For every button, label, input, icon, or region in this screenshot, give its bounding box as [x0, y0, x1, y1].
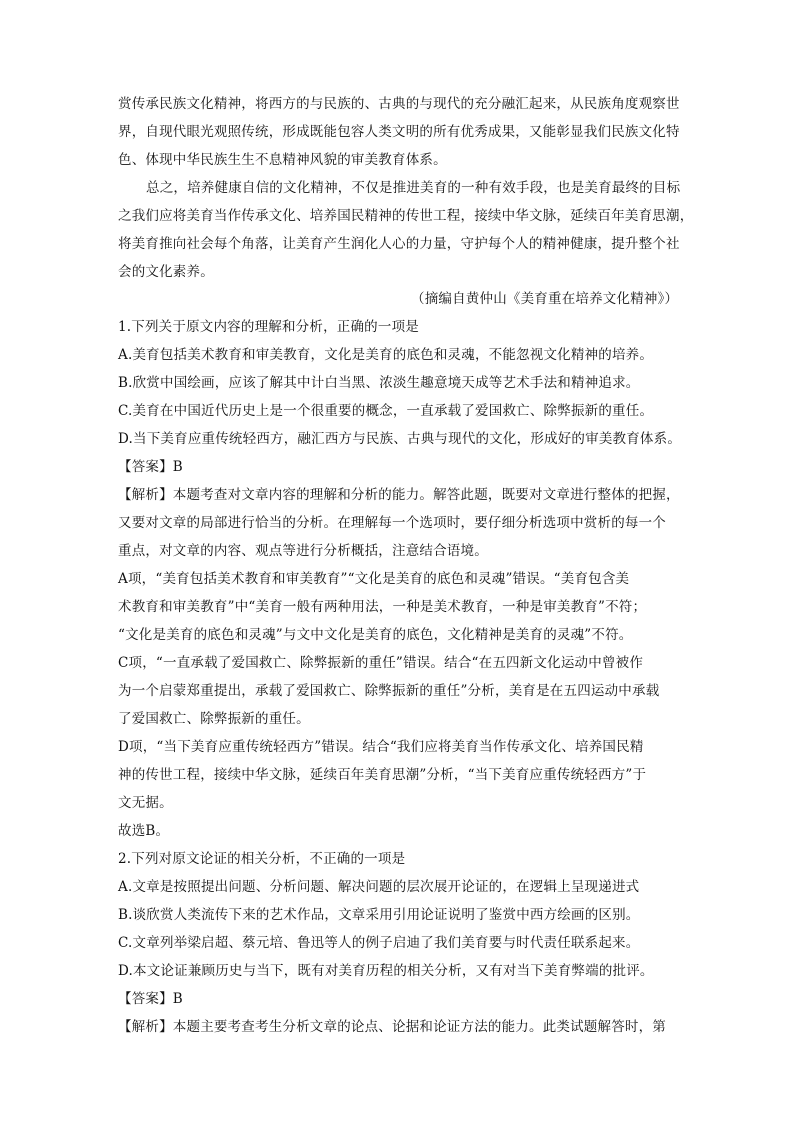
option-a: A.美育包括美术教育和审美教育，文化是美育的底色和灵魂，不能忽视文化精神的培养。 — [118, 347, 654, 363]
option-d: D.本文论证兼顾历史与当下，既有对美育历程的相关分析，又有对当下美育弊端的批评。 — [118, 963, 654, 979]
analysis-line: “文化是美育的底色和灵魂”与文中文化是美育的底色，文化精神是美育的灵魂”不符。 — [118, 627, 633, 643]
analysis-line: 【解析】本题主要考查考生分析文章的论点、论据和论证方法的能力。此类试题解答时，第 — [118, 1019, 666, 1035]
question-stem: 2.下列对原文论证的相关分析，不正确的一项是 — [118, 851, 406, 867]
option-b: B.欣赏中国绘画，应该了解其中计白当黑、浓淡生趣意境天成等艺术手法和精神追求。 — [118, 375, 640, 391]
analysis-line: 术教育和审美教育”中“美育一般有两种用法，一种是美术教育，一种是审美教育”不符； — [118, 599, 647, 615]
analysis-line: A项，“美育包括美术教育和审美教育”“文化是美育的底色和灵魂”错误。“美育包含美 — [118, 571, 630, 587]
analysis-line: 神的传世工程，接续中华文脉，延续百年美育思潮”分析，“当下美育应重传统轻西方”于 — [118, 767, 647, 783]
option-b: B.谈欣赏人类流传下来的艺术作品，文章采用引用论证说明了鉴赏中西方绘画的区别。 — [118, 907, 640, 923]
source-citation: （摘编自黄仲山《美育重在培养文化精神》） — [411, 291, 679, 307]
option-c: C.文章列举梁启超、蔡元培、鲁迅等人的例子启迪了我们美育要与时代责任联系起来。 — [118, 935, 640, 951]
option-a: A.文章是按照提出问题、分析问题、解决问题的层次展开论证的，在逻辑上呈现递进式 — [118, 879, 640, 895]
analysis-line: D项，“当下美育应重传统轻西方”错误。结合“我们应将美育当作传承文化、培养国民精 — [118, 739, 644, 755]
option-d: D.当下美育应重传统轻西方，融汇西方与民族、古典与现代的文化，形成好的审美教育体系。 — [118, 431, 682, 447]
analysis-line: 又要对文章的局部进行恰当的分析。在理解每一个选项时，要仔细分析选项中赏析的每一个 — [118, 515, 666, 531]
analysis-line: 重点，对文章的内容、观点等进行分析概括，注意结合语境。 — [118, 543, 488, 559]
analysis-line: C项，“一直承载了爱国救亡、除弊振新的重任”错误。结合“在五四新文化运动中曾被作 — [118, 655, 644, 671]
conclusion-line: 故选B。 — [118, 823, 170, 839]
text-line: 之我们应将美育当作传承文化、培养国民精神的传世工程，接续中华文脉，延续百年美育思潮， — [118, 208, 694, 224]
analysis-line: 文无据。 — [118, 795, 173, 811]
text-line: 界，自现代眼光观照传统，形成既能包容人类文明的所有优秀成果，又能彰显我们民族文化特 — [118, 124, 680, 140]
analysis-line: 了爱国救亡、除弊振新的重任。 — [118, 711, 310, 727]
text-line: 总之，培养健康自信的文化精神，不仅是推进美育的一种有效手段，也是美育最终的目标 — [146, 180, 681, 196]
analysis-line: 为一个启蒙郑重提出，承载了爱国救亡、除弊振新的重任”分析，美育是在五四运动中承载 — [118, 683, 660, 699]
analysis-line: 【解析】本题考查对文章内容的理解和分析的能力。解答此题，既要对文章进行整体的把握， — [118, 487, 680, 503]
text-line: 色、体现中华民族生生不息精神风貌的审美教育体系。 — [118, 152, 447, 168]
question-stem: 1.下列关于原文内容的理解和分析，正确的一项是 — [118, 319, 419, 335]
answer-label: 【答案】B — [118, 459, 183, 475]
text-line: 赏传承民族文化精神，将西方的与民族的、古典的与现代的充分融汇起来，从民族角度观察世 — [118, 96, 680, 112]
text-line: 将美育推向社会每个角落，让美育产生润化人心的力量，守护每个人的精神健康，提升整个社 — [118, 236, 680, 252]
option-c: C.美育在中国近代历史上是一个很重要的概念，一直承载了爱国救亡、除弊振新的重任。 — [118, 403, 654, 419]
answer-label: 【答案】B — [118, 991, 183, 1007]
text-line: 会的文化素养。 — [118, 264, 214, 280]
